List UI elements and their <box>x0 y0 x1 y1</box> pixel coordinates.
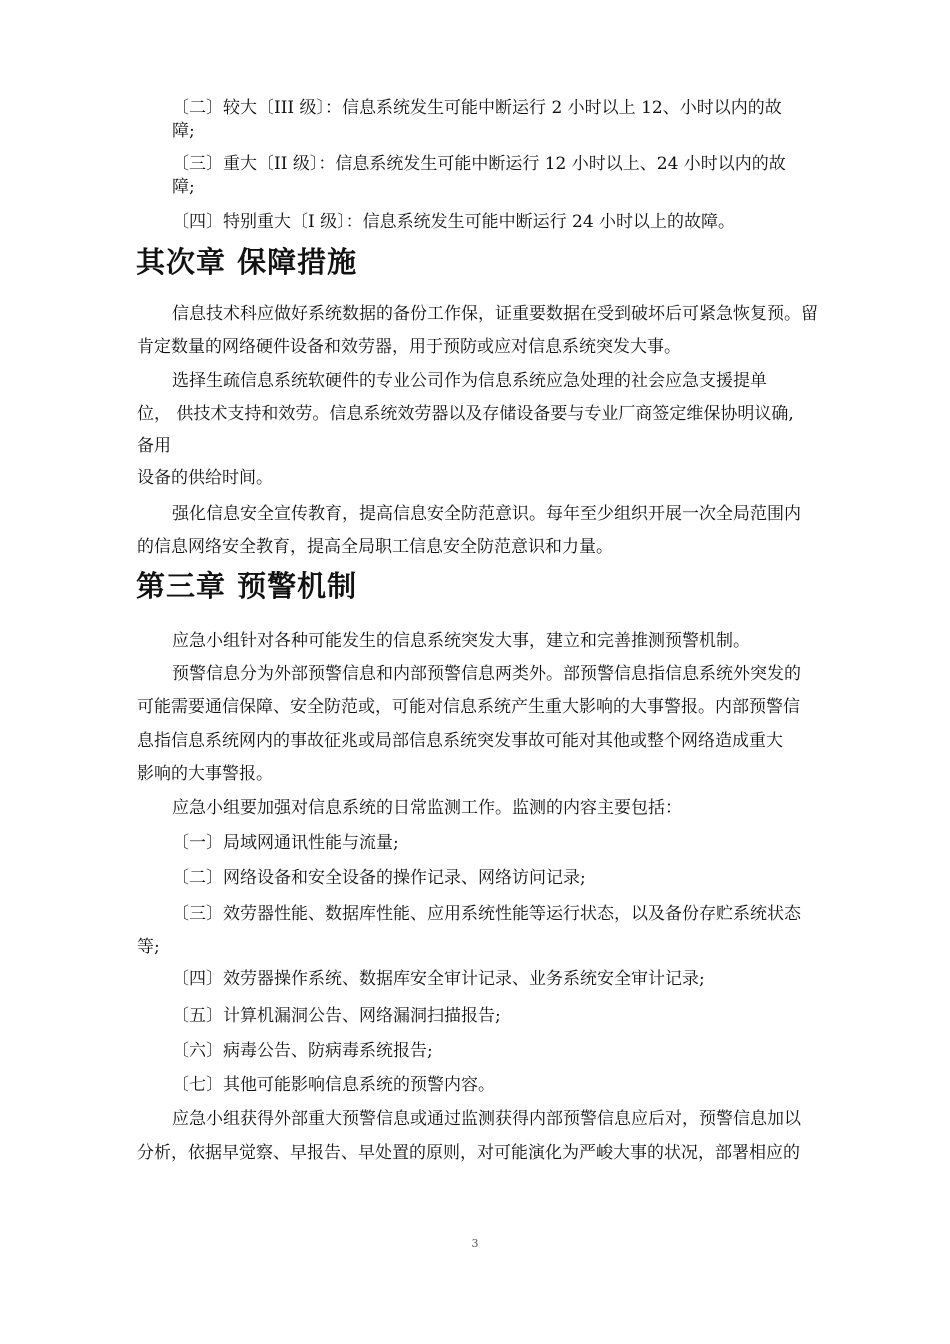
ch3-p2-line1: 预警信息分为外部预警信息和内部预警信息两类外。部预警信息指信息系统外突发的 <box>172 664 801 684</box>
monitor-item-6: 〔六〕病毒公告、防病毒系统报告; <box>172 1041 433 1061</box>
monitor-item-3-line1: 〔三〕效劳器性能、数据库性能、应用系统性能等运行状态，以及备份存贮系统状态 <box>172 904 801 924</box>
item-3-line1: 〔三〕重大〔II 级〕：信息系统发生可能中断运行 12 小时以上、24 小时以内的故 <box>172 154 786 174</box>
item-2-line1: 〔二〕较大〔III 级〕：信息系统发生可能中断运行 2 小时以上 12、小时以内的故 <box>172 98 782 118</box>
ch3-p2-line4: 影响的大事警报。 <box>137 764 273 784</box>
ch2-p1-line1: 信息技术科应做好系统数据的备份工作保，证重要数据在受到破坏后可紧急恢复预。留 <box>172 304 818 324</box>
monitor-item-1: 〔一〕局域网通讯性能与流量; <box>172 833 399 853</box>
chapter-3-title: 第三章 预警机制 <box>136 569 358 603</box>
ch2-p2-line4: 设备的供给时间。 <box>137 468 273 488</box>
item-2-line2: 障; <box>172 121 195 141</box>
item-3-line2: 障; <box>172 177 195 197</box>
monitor-item-2: 〔二〕网络设备和安全设备的操作记录、网络访问记录; <box>172 868 586 888</box>
ch3-p2-line3: 息指信息系统网内的事故征兆或局部信息系统突发事故可能对其他或整个网络造成重大 <box>137 731 783 751</box>
chapter-2-title: 其次章 保障措施 <box>136 245 358 279</box>
ch3-p3: 应急小组要加强对信息系统的日常监测工作。监测的内容主要包括： <box>172 798 682 818</box>
ch3-p1: 应急小组针对各种可能发生的信息系统突发大事，建立和完善推测预警机制。 <box>172 631 750 651</box>
ch2-p2-line2: 位， 供技术支持和效劳。信息系统效劳器以及存储设备要与专业厂商签定维保协明议确, <box>137 404 794 424</box>
monitor-item-4: 〔四〕效劳器操作系统、数据库安全审计记录、业务系统安全审计记录; <box>172 969 705 989</box>
ch2-p2-line3: 备用 <box>137 436 171 456</box>
ch2-p1-line2: 肯定数量的网络硬件设备和效劳器，用于预防或应对信息系统突发大事。 <box>137 337 681 357</box>
monitor-item-7: 〔七〕其他可能影响信息系统的预警内容。 <box>172 1075 495 1095</box>
ch2-p3-line2: 的信息网络安全教育，提高全局职工信息安全防范意识和力量。 <box>137 537 613 557</box>
monitor-item-3-line2: 等; <box>137 937 160 957</box>
ch2-p3-line1: 强化信息安全宣传教育，提高信息安全防范意识。每年至少组织开展一次全局范围内 <box>172 504 801 524</box>
ch3-p2-line2: 可能需要通信保障、安全防范或，可能对信息系统产生重大影响的大事警报。内部预警信 <box>137 697 800 717</box>
monitor-item-5: 〔五〕计算机漏洞公告、网络漏洞扫描报告; <box>172 1006 501 1026</box>
ch2-p2-line1: 选择生疏信息系统软硬件的专业公司作为信息系统应急处理的社会应急支援提单 <box>172 371 767 391</box>
item-4-line1: 〔四〕特别重大〔I 级〕：信息系统发生可能中断运行 24 小时以上的故障。 <box>172 212 736 232</box>
page-number: 3 <box>471 1237 479 1250</box>
ch3-p4-line1: 应急小组获得外部重大预警信息或通过监测获得内部预警信息应后对，预警信息加以 <box>172 1109 801 1129</box>
ch3-p4-line2: 分析，依据早觉察、早报告、早处置的原则，对可能演化为严峻大事的状况，部署相应的 <box>137 1143 800 1163</box>
